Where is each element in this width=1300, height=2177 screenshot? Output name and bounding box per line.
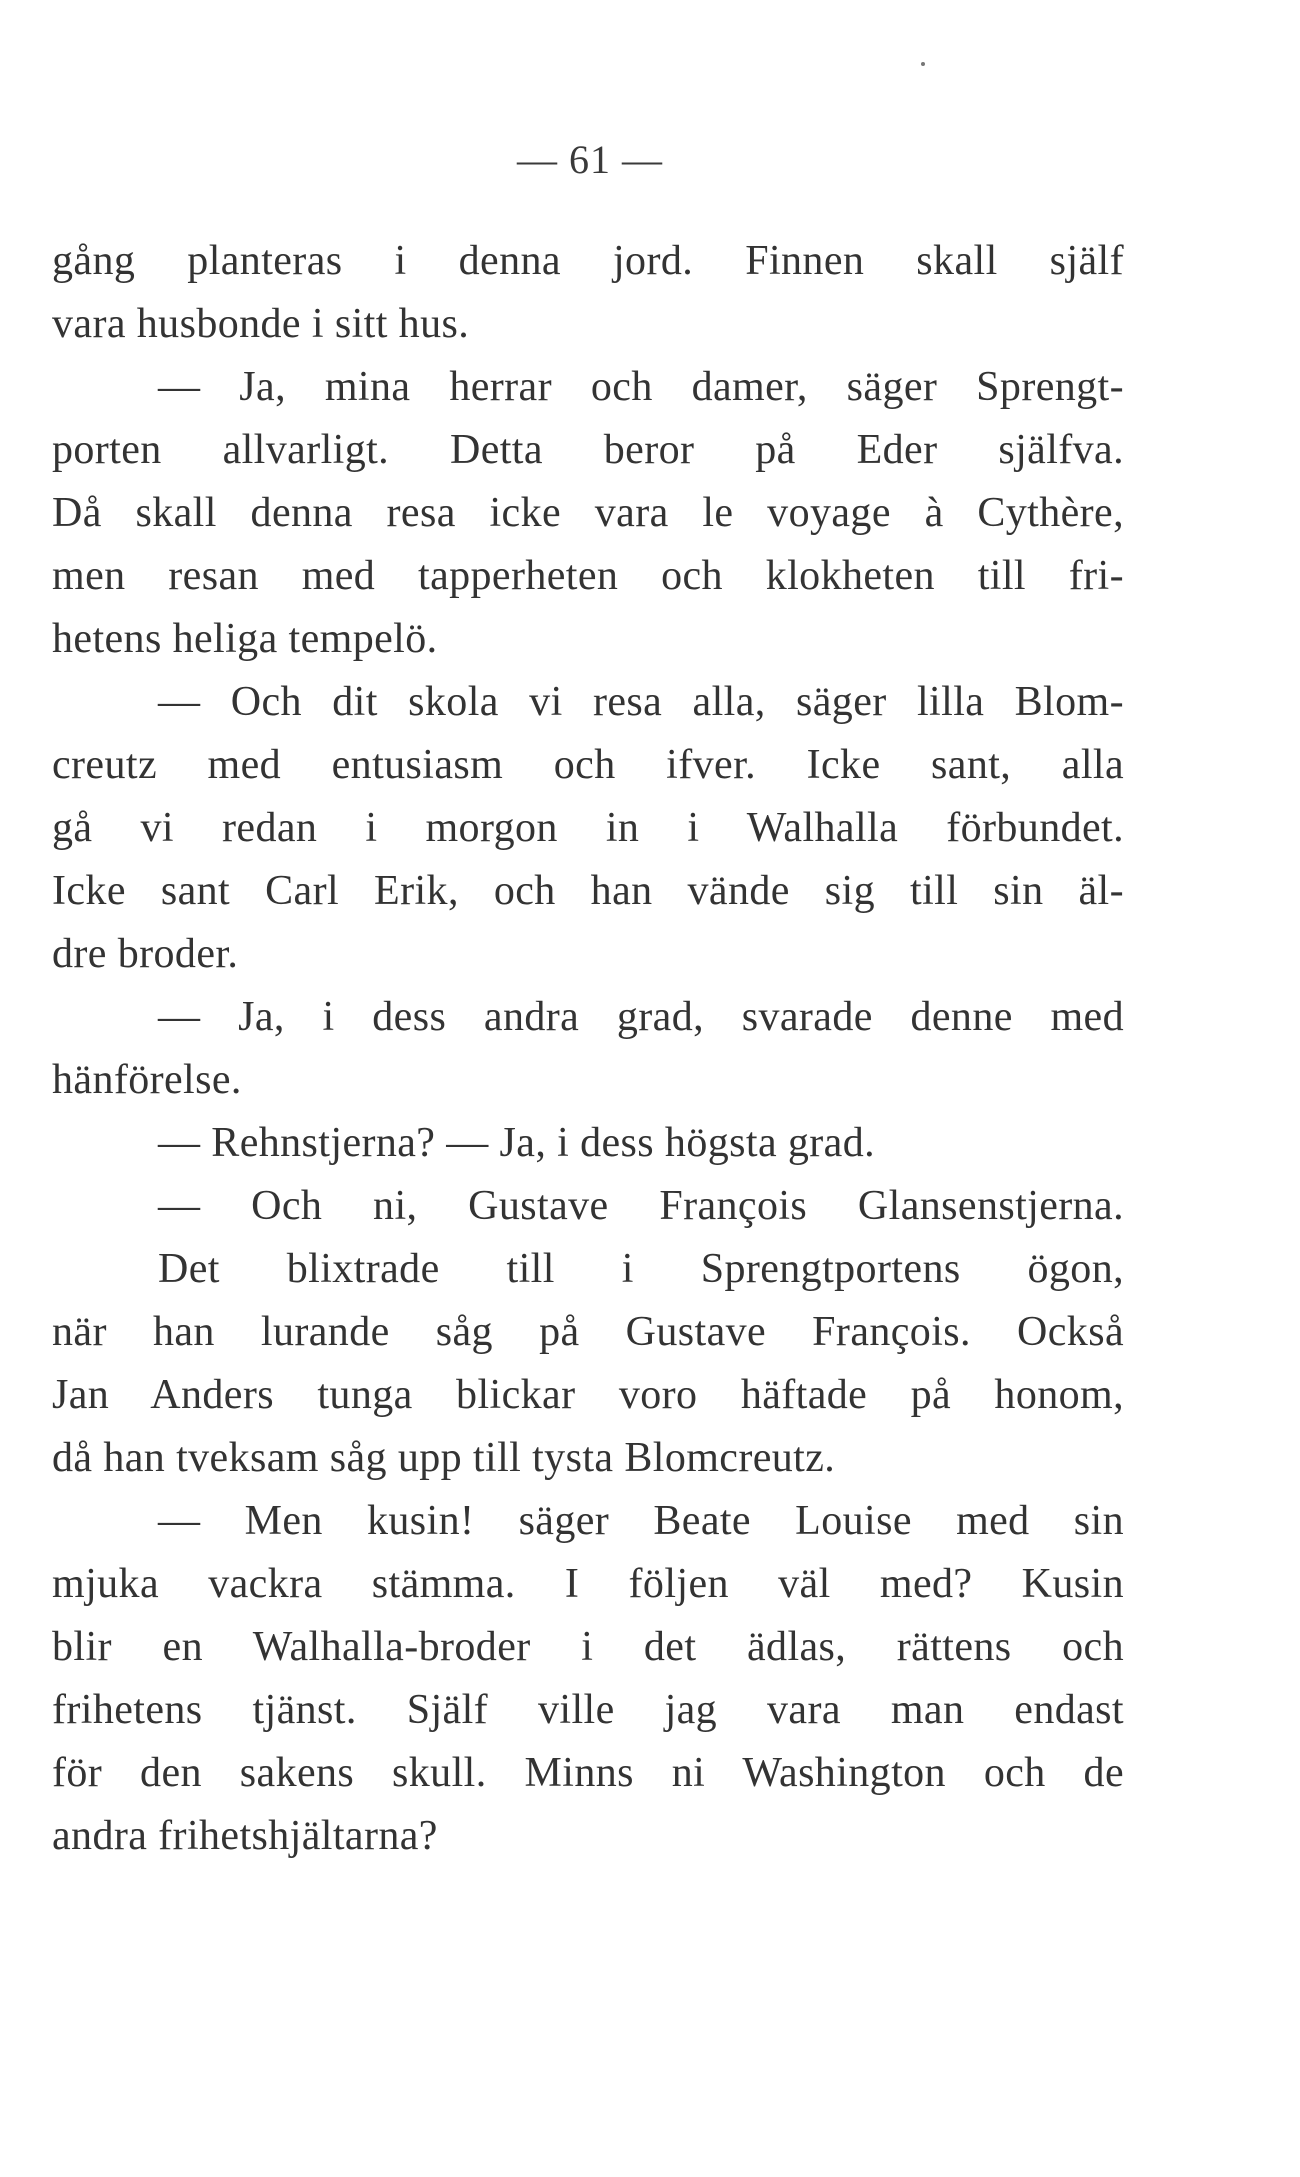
- text-line: — Och ni, Gustave François Glansenstjerna.: [158, 1183, 1124, 1229]
- text-line: Jan Anders tunga blickar voro häftade på honom,: [52, 1372, 1124, 1418]
- speck-mark: [921, 62, 925, 66]
- text-line: då han tveksam såg upp till tysta Blomcreutz.: [52, 1435, 836, 1481]
- page-number: — 61 —: [517, 137, 663, 182]
- text-line: när han lurande såg på Gustave François. Också: [52, 1309, 1124, 1355]
- text-line: — Rehnstjerna? — Ja, i dess högsta grad.: [158, 1120, 876, 1166]
- text-line: för den sakens skull. Minns ni Washington och de: [52, 1750, 1124, 1796]
- text-line: creutz med entusiasm och ifver. Icke sant, alla: [52, 742, 1124, 788]
- text-line: Icke sant Carl Erik, och han vände sig till sin äl-: [52, 868, 1124, 914]
- text-line: mjuka vackra stämma. I följen väl med? Kusin: [52, 1561, 1124, 1607]
- text-line: andra frihetshjältarna?: [52, 1813, 438, 1859]
- text-line: — Och dit skola vi resa alla, säger lilla Blom-: [158, 679, 1124, 725]
- text-line: — Ja, mina herrar och damer, säger Sprengt-: [158, 364, 1124, 410]
- text-line: Då skall denna resa icke vara le voyage à Cythère,: [52, 490, 1124, 536]
- text-line: Det blixtrade till i Sprengtportens ögon,: [158, 1246, 1124, 1292]
- text-line: gå vi redan i morgon in i Walhalla förbundet.: [52, 805, 1124, 851]
- text-line: blir en Walhalla-broder i det ädlas, rättens och: [52, 1624, 1124, 1670]
- text-line: gång planteras i denna jord. Finnen skall själf: [52, 238, 1124, 284]
- text-line: dre broder.: [52, 931, 239, 977]
- text-line: — Men kusin! säger Beate Louise med sin: [158, 1498, 1124, 1544]
- text-line: men resan med tapperheten och klokheten till fri-: [52, 553, 1124, 599]
- text-line: vara husbonde i sitt hus.: [52, 301, 470, 347]
- body-text: [52, 230, 1124, 1868]
- text-line: — Ja, i dess andra grad, svarade denne med: [158, 994, 1124, 1040]
- text-line: hänförelse.: [52, 1057, 242, 1103]
- text-line: hetens heliga tempelö.: [52, 616, 438, 662]
- text-line: frihetens tjänst. Själf ville jag vara man endast: [52, 1687, 1124, 1733]
- text-line: porten allvarligt. Detta beror på Eder själfva.: [52, 427, 1124, 473]
